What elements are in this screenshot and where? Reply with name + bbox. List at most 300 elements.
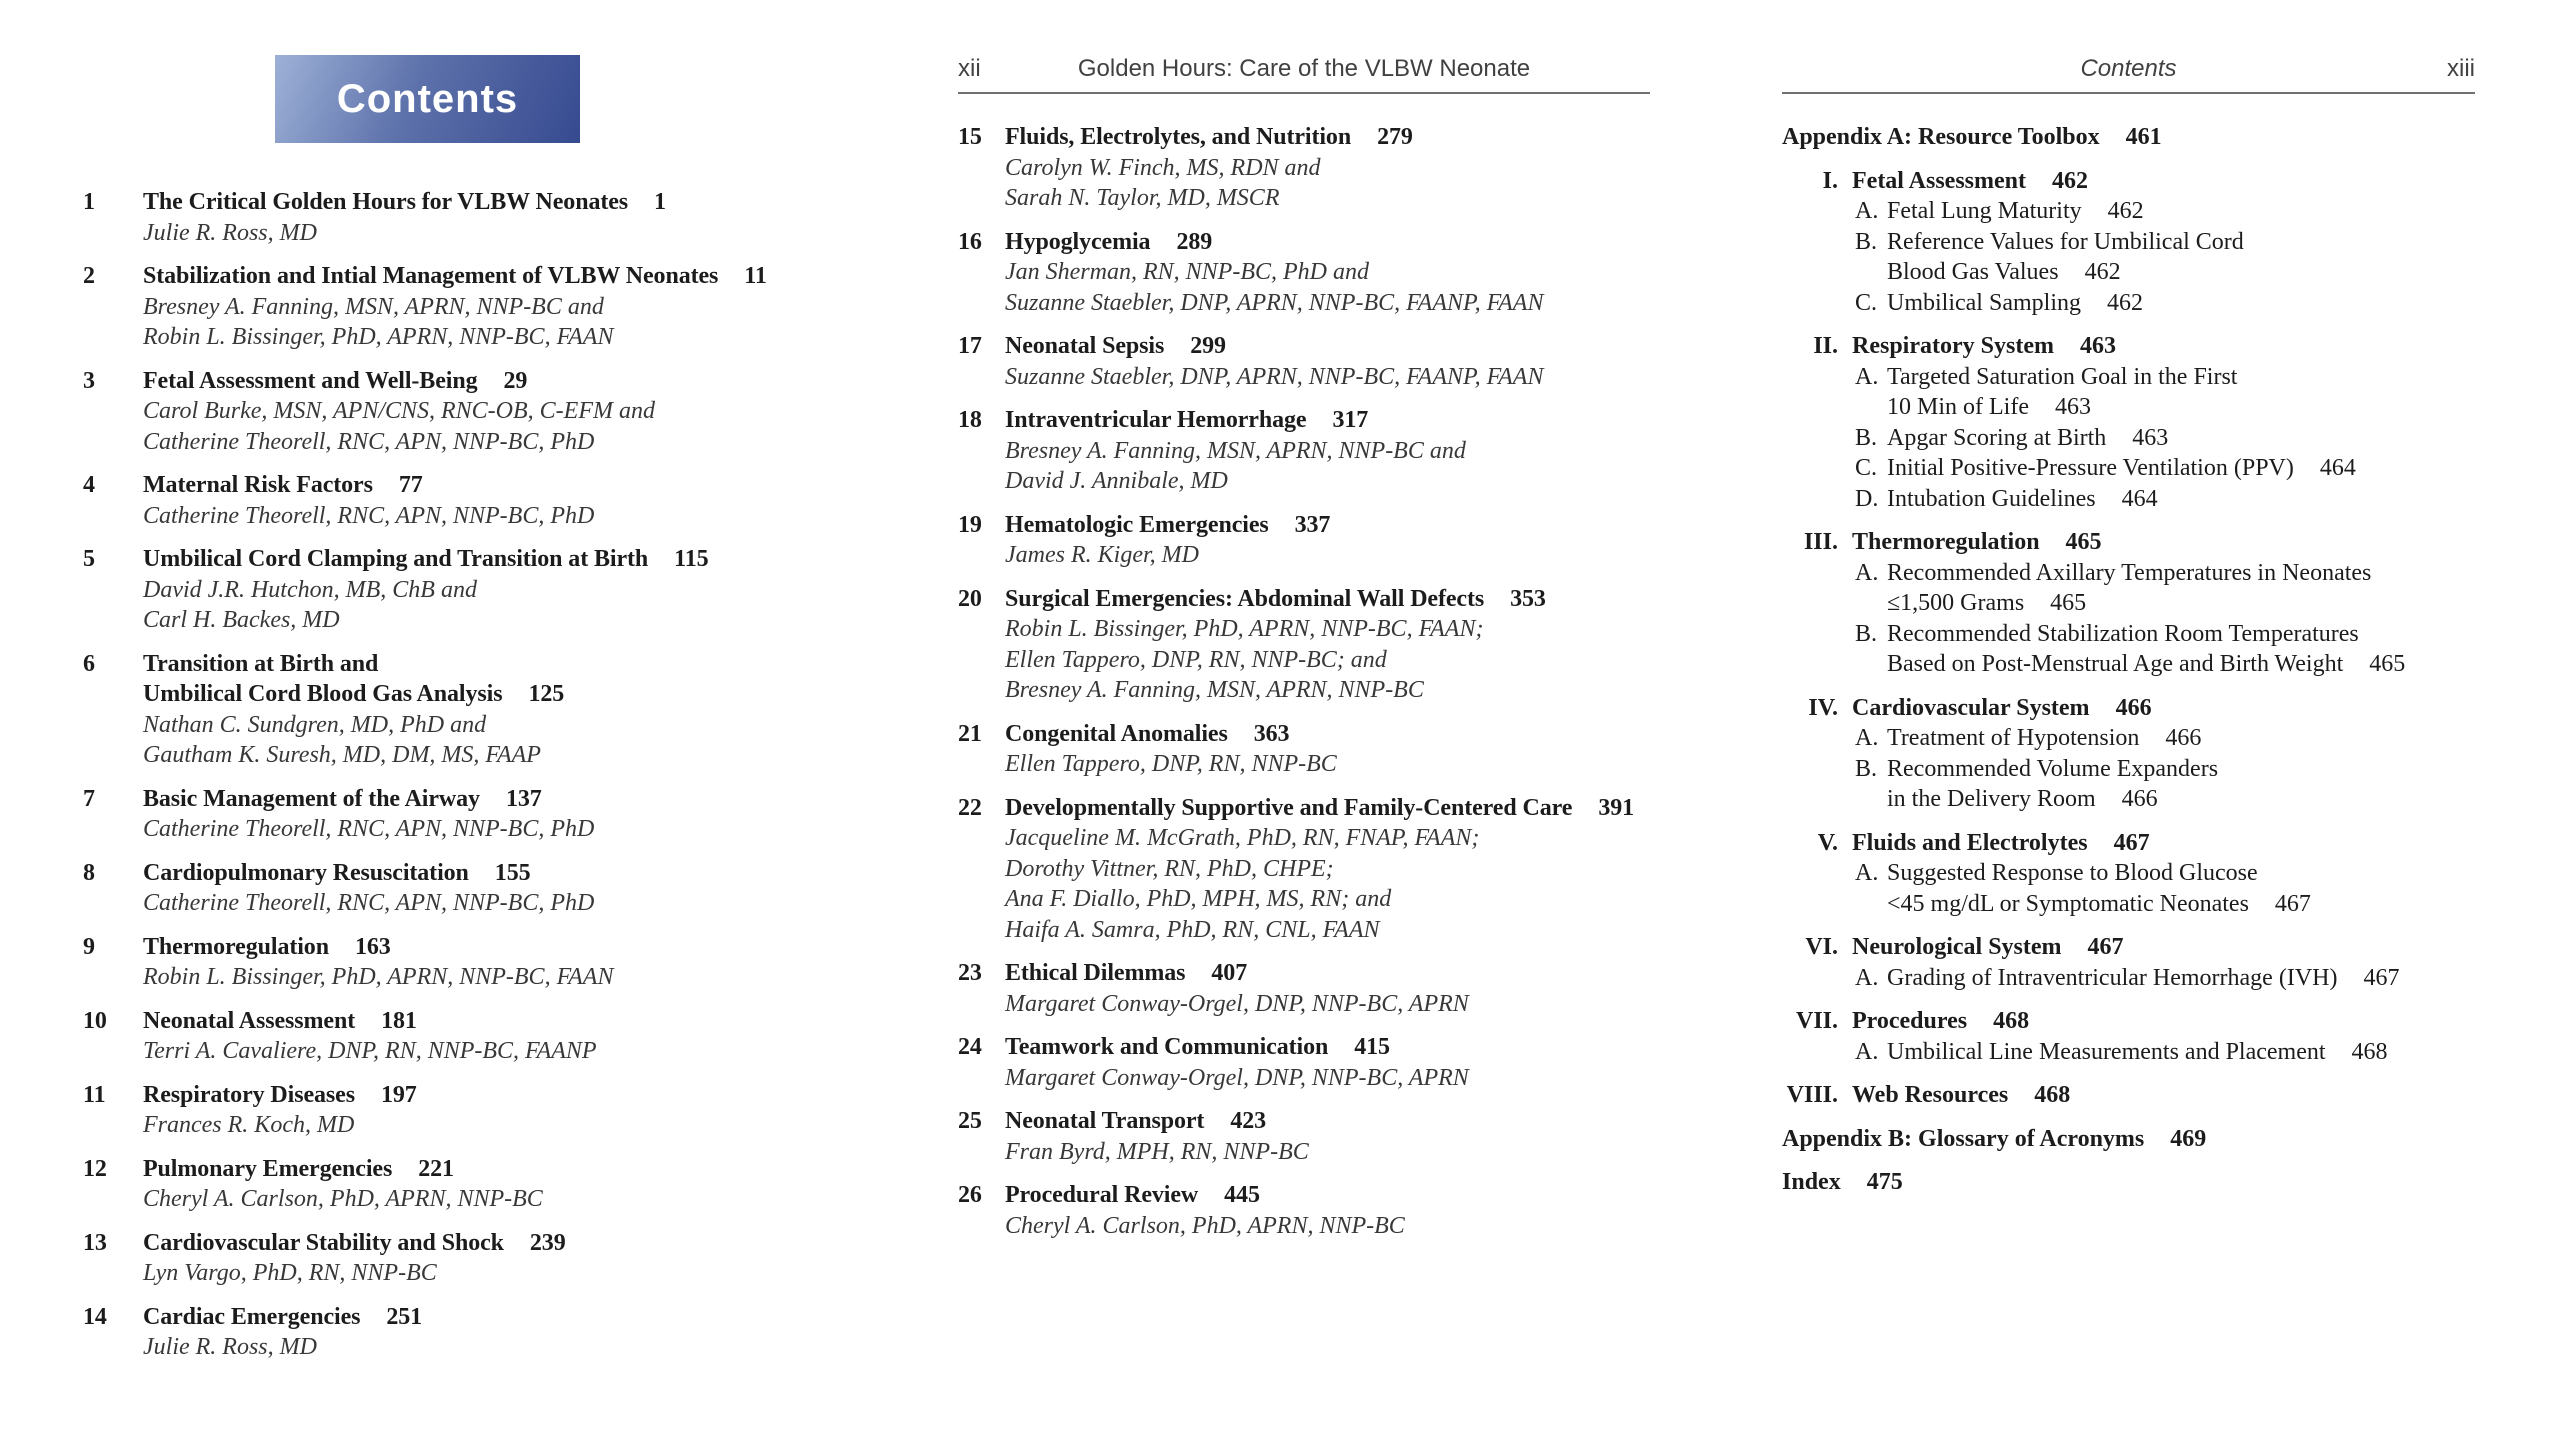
chapter-authors: Fran Byrd, MPH, RN, NNP-BC bbox=[1005, 1138, 1309, 1165]
chapter-authors: Catherine Theorell, RNC, APN, NNP-BC, PhD bbox=[143, 890, 595, 916]
toc-chapter-entry bbox=[958, 331, 1658, 392]
chapter-number: 14 bbox=[83, 1303, 107, 1330]
appendix-subitem bbox=[1782, 196, 2482, 227]
subitem-text bbox=[1887, 619, 2482, 680]
page-number: 466 bbox=[2121, 786, 2158, 812]
toc-chapter-entry bbox=[83, 1154, 813, 1215]
chapter-body bbox=[143, 261, 813, 353]
page-number: 337 bbox=[1294, 511, 1331, 538]
appendix-section bbox=[1782, 1080, 2482, 1111]
appendix-subitem bbox=[1782, 362, 2482, 423]
chapter-body bbox=[1005, 405, 1658, 497]
subitem-line: Initial Positive-Pressure Ventilation (PPV) 464 bbox=[1887, 455, 2356, 481]
toc-chapter-entry bbox=[958, 719, 1658, 780]
chapter-title: Transition at Birth and bbox=[143, 650, 379, 677]
appendix-subitem bbox=[1782, 453, 2482, 484]
page-number: 137 bbox=[505, 785, 542, 812]
subitem-text bbox=[1887, 453, 2482, 484]
page-number: 465 bbox=[2065, 529, 2102, 555]
page-number: 445 bbox=[1224, 1182, 1260, 1208]
appendix-subitem bbox=[1782, 754, 2482, 815]
subitem-line: Based on Post-Menstrual Age and Birth Weight 465 bbox=[1887, 651, 2406, 677]
chapter-authors: Gautham K. Suresh, MD, DM, MS, FAAP bbox=[143, 742, 541, 768]
appendix-a-title: Appendix A: Resource Toolbox bbox=[1782, 124, 2100, 150]
chapter-authors: Lyn Vargo, PhD, RN, NNP-BC bbox=[143, 1260, 437, 1286]
appendix-section-heading bbox=[1782, 1080, 2482, 1111]
subitem-line: Intubation Guidelines 464 bbox=[1887, 485, 2158, 512]
chapter-title: Neonatal Sepsis 299 bbox=[1005, 333, 1226, 359]
appendix-subitem bbox=[1782, 619, 2482, 680]
appendix-subitem bbox=[1782, 484, 2482, 515]
index-heading bbox=[1782, 1167, 2482, 1198]
chapter-number: 25 bbox=[958, 1108, 982, 1134]
chapter-number: 18 bbox=[958, 407, 982, 433]
page-number: 462 bbox=[2107, 198, 2144, 224]
appendix-a-sections bbox=[1782, 166, 2482, 1111]
chapter-title: Hematologic Emergencies 337 bbox=[1005, 511, 1331, 538]
section-numeral: II. bbox=[1813, 333, 1838, 359]
chapter-authors: Carolyn W. Finch, MS, RDN and bbox=[1005, 154, 1321, 181]
running-head-page-number: xiii bbox=[2447, 55, 2475, 82]
toc-chapter-entry bbox=[83, 1006, 813, 1067]
chapter-authors: Sarah N. Taylor, MD, MSCR bbox=[1005, 185, 1280, 211]
chapter-authors: James R. Kiger, MD bbox=[1005, 542, 1199, 568]
subitem-line: Recommended Volume Expanders bbox=[1887, 755, 2219, 782]
chapter-authors: Ellen Tappero, DNP, RN, NNP-BC; and bbox=[1005, 646, 1387, 673]
subitem-text bbox=[1887, 484, 2482, 515]
chapter-number: 12 bbox=[83, 1155, 107, 1182]
subitem-line: Targeted Saturation Goal in the First bbox=[1887, 363, 2238, 390]
subitem-text bbox=[1887, 196, 2482, 227]
page-number: 391 bbox=[1598, 794, 1635, 821]
chapter-body bbox=[1005, 227, 1658, 319]
section-numeral: I. bbox=[1822, 167, 1838, 194]
chapter-authors: Nathan C. Sundgren, MD, PhD and bbox=[143, 711, 487, 738]
page-number: 465 bbox=[2369, 651, 2406, 677]
chapter-authors: Robin L. Bissinger, PhD, APRN, NNP-BC, FAAN bbox=[143, 964, 614, 990]
page-number: 289 bbox=[1176, 228, 1213, 255]
chapter-title: Developmentally Supportive and Family-Centered Care 391 bbox=[1005, 794, 1635, 821]
appendix-b-heading bbox=[1782, 1124, 2482, 1155]
page-number: 467 bbox=[2363, 964, 2400, 991]
contents-banner-label: Contents bbox=[336, 76, 519, 121]
page-number: 407 bbox=[1211, 960, 1248, 986]
chapter-authors: Ellen Tappero, DNP, RN, NNP-BC bbox=[1005, 751, 1337, 777]
chapter-authors: Suzanne Staebler, DNP, APRN, NNP-BC, FAANP, FAAN bbox=[1005, 289, 1544, 316]
section-numeral: VII. bbox=[1795, 1008, 1838, 1034]
appendix-subitem bbox=[1782, 288, 2482, 319]
toc-chapter-entry bbox=[958, 122, 1658, 214]
page-number: 115 bbox=[674, 546, 709, 572]
subitem-text bbox=[1887, 858, 2482, 919]
page-number: 464 bbox=[2121, 485, 2158, 512]
chapter-authors: Jan Sherman, RN, NNP-BC, PhD and bbox=[1005, 259, 1369, 285]
section-title: Fluids and Electrolytes 467 bbox=[1852, 829, 2150, 856]
subitem-line: Apgar Scoring at Birth 463 bbox=[1887, 424, 2169, 451]
page-number: 461 bbox=[2125, 124, 2162, 150]
toc-chapter-entry bbox=[958, 793, 1658, 946]
page-number: 353 bbox=[1510, 585, 1546, 612]
chapter-authors: Dorothy Vittner, RN, PhD, CHPE; bbox=[1005, 855, 1334, 882]
section-title: Fetal Assessment 462 bbox=[1852, 167, 2088, 194]
chapter-title: Congenital Anomalies 363 bbox=[1005, 720, 1290, 747]
page-number: 464 bbox=[2319, 455, 2356, 481]
running-head-middle bbox=[958, 55, 1650, 94]
chapter-title: Respiratory Diseases 197 bbox=[143, 1081, 417, 1108]
page-number: 463 bbox=[2079, 333, 2116, 359]
chapter-title: Thermoregulation 163 bbox=[143, 933, 391, 960]
toc-chapter-entry bbox=[958, 405, 1658, 497]
page-number: 363 bbox=[1253, 720, 1290, 747]
appendix-subitem bbox=[1782, 1037, 2482, 1068]
chapter-body bbox=[143, 1080, 813, 1141]
chapter-number: 13 bbox=[83, 1229, 107, 1256]
toc-chapter-entry bbox=[83, 1302, 813, 1363]
chapter-number: 2 bbox=[83, 263, 95, 289]
toc-chapter-entry bbox=[83, 1080, 813, 1141]
appendix-section-heading bbox=[1782, 166, 2482, 197]
contents-banner bbox=[275, 55, 580, 143]
subitem-text bbox=[1887, 288, 2482, 319]
subitem-text bbox=[1887, 963, 2482, 994]
toc-chapter-entry bbox=[958, 227, 1658, 319]
subitem-letter: A. bbox=[1855, 1038, 1879, 1065]
page-number: 423 bbox=[1230, 1108, 1267, 1134]
backmatter-list bbox=[1782, 122, 2482, 1198]
page-number: 181 bbox=[381, 1007, 417, 1034]
appendix-section-heading bbox=[1782, 331, 2482, 362]
chapter-authors: Suzanne Staebler, DNP, APRN, NNP-BC, FAANP, FAAN bbox=[1005, 363, 1544, 390]
appendix-subitem bbox=[1782, 858, 2482, 919]
page-number: 468 bbox=[1993, 1008, 2030, 1034]
chapter-authors: Carl H. Backes, MD bbox=[143, 607, 340, 633]
index-title: Index bbox=[1782, 1169, 1841, 1195]
appendix-section bbox=[1782, 1006, 2482, 1067]
section-numeral: IV. bbox=[1808, 694, 1838, 721]
subitem-text bbox=[1887, 1037, 2482, 1068]
chapter-authors: Cheryl A. Carlson, PhD, APRN, NNP-BC bbox=[1005, 1212, 1405, 1239]
page-number: 299 bbox=[1190, 333, 1226, 359]
toc-chapter-entry bbox=[83, 1228, 813, 1289]
appendix-section-heading bbox=[1782, 693, 2482, 724]
running-head-title: Golden Hours: Care of the VLBW Neonate bbox=[1077, 55, 1531, 82]
page-number: 463 bbox=[2054, 394, 2091, 420]
subitem-text bbox=[1887, 423, 2482, 454]
subitem-letter: A. bbox=[1855, 363, 1879, 390]
chapter-title: Teamwork and Communication 415 bbox=[1005, 1034, 1390, 1060]
chapter-body bbox=[143, 544, 813, 636]
chapter-number: 4 bbox=[83, 472, 95, 498]
appendix-section bbox=[1782, 527, 2482, 680]
toc-chapter-entry bbox=[83, 932, 813, 993]
page-number: 467 bbox=[2087, 934, 2124, 960]
chapter-title: Cardiac Emergencies 251 bbox=[143, 1303, 423, 1330]
subitem-letter: B. bbox=[1855, 755, 1878, 782]
section-numeral: III. bbox=[1803, 529, 1838, 555]
chapter-body bbox=[143, 1302, 813, 1363]
chapter-authors: Catherine Theorell, RNC, APN, NNP-BC, PhD bbox=[143, 428, 595, 455]
chapter-authors: Catherine Theorell, RNC, APN, NNP-BC, PhD bbox=[143, 502, 595, 529]
subitem-line: in the Delivery Room 466 bbox=[1887, 786, 2158, 812]
page-number: 462 bbox=[2106, 289, 2143, 316]
subitem-letter: B. bbox=[1855, 424, 1878, 451]
chapter-body bbox=[1005, 331, 1658, 392]
toc-chapter-entry bbox=[958, 584, 1658, 706]
appendix-subitem bbox=[1782, 423, 2482, 454]
page-number: 77 bbox=[398, 472, 423, 498]
chapter-body bbox=[1005, 793, 1658, 946]
toc-chapter-entry bbox=[958, 1180, 1658, 1241]
appendix-section-heading bbox=[1782, 828, 2482, 859]
subitem-letter: B. bbox=[1855, 228, 1878, 255]
chapter-title: Surgical Emergencies: Abdominal Wall Defects 353 bbox=[1005, 585, 1546, 612]
toc-middle-column bbox=[958, 55, 1658, 1254]
subitem-letter: A. bbox=[1855, 198, 1879, 224]
page-number: 29 bbox=[503, 367, 528, 394]
chapter-body bbox=[143, 784, 813, 845]
chapter-number: 7 bbox=[83, 785, 95, 812]
chapter-title: Fetal Assessment and Well-Being 29 bbox=[143, 367, 528, 394]
toc-chapter-entry bbox=[958, 1032, 1658, 1093]
subitem-line: Blood Gas Values 462 bbox=[1887, 259, 2121, 285]
appendix-subitem bbox=[1782, 963, 2482, 994]
appendix-section bbox=[1782, 166, 2482, 319]
section-title: Procedures 468 bbox=[1852, 1008, 2030, 1034]
chapter-title: Fluids, Electrolytes, and Nutrition 279 bbox=[1005, 124, 1413, 150]
page-number: 467 bbox=[2274, 890, 2311, 917]
chapter-body bbox=[1005, 122, 1658, 214]
subitem-letter: A. bbox=[1855, 725, 1879, 751]
chapter-authors: Frances R. Koch, MD bbox=[143, 1112, 355, 1138]
chapter-body bbox=[143, 366, 813, 458]
chapter-title: Umbilical Cord Blood Gas Analysis 125 bbox=[143, 681, 565, 707]
chapter-body bbox=[1005, 719, 1658, 780]
section-title: Respiratory System 463 bbox=[1852, 333, 2116, 359]
chapter-body bbox=[143, 858, 813, 919]
section-title: Thermoregulation 465 bbox=[1852, 529, 2102, 555]
subitem-text bbox=[1887, 754, 2482, 815]
toc-chapter-entry bbox=[83, 366, 813, 458]
appendix-b-title: Appendix B: Glossary of Acronyms bbox=[1782, 1125, 2145, 1152]
page-number: 155 bbox=[494, 859, 531, 886]
chapter-number: 24 bbox=[958, 1034, 982, 1060]
chapter-number: 19 bbox=[958, 511, 982, 538]
appendix-section bbox=[1782, 693, 2482, 815]
chapter-number: 1 bbox=[83, 189, 95, 215]
subitem-text bbox=[1887, 362, 2482, 423]
chapter-authors: Cheryl A. Carlson, PhD, APRN, NNP-BC bbox=[143, 1186, 543, 1212]
appendix-section bbox=[1782, 331, 2482, 514]
chapter-title: The Critical Golden Hours for VLBW Neonates 1 bbox=[143, 189, 666, 215]
appendix-section bbox=[1782, 828, 2482, 920]
chapter-authors: Bresney A. Fanning, MSN, APRN, NNP-BC and bbox=[1005, 437, 1466, 464]
page-number: 468 bbox=[2351, 1038, 2388, 1065]
subitem-letter: D. bbox=[1855, 485, 1879, 512]
chapter-body bbox=[143, 649, 813, 771]
chapter-body bbox=[143, 932, 813, 993]
chapter-body bbox=[143, 1228, 813, 1289]
toc-right-column bbox=[1782, 55, 2482, 1211]
appendix-a-heading bbox=[1782, 122, 2482, 153]
page-number: 221 bbox=[418, 1155, 454, 1182]
subitem-letter: C. bbox=[1855, 455, 1878, 481]
chapter-authors: Julie R. Ross, MD bbox=[143, 219, 317, 246]
page-number: 11 bbox=[744, 263, 767, 289]
chapter-authors: Catherine Theorell, RNC, APN, NNP-BC, PhD bbox=[143, 816, 595, 842]
page-number: 465 bbox=[2050, 590, 2087, 616]
appendix-section-heading bbox=[1782, 527, 2482, 558]
appendix-subitem bbox=[1782, 227, 2482, 288]
chapter-number: 9 bbox=[83, 933, 95, 960]
chapter-number: 10 bbox=[83, 1007, 107, 1034]
page-number: 1 bbox=[654, 189, 666, 215]
toc-chapter-entry bbox=[83, 544, 813, 636]
subitem-line: Umbilical Sampling 462 bbox=[1887, 289, 2143, 316]
chapter-body bbox=[1005, 1106, 1658, 1167]
subitem-letter: B. bbox=[1855, 620, 1878, 647]
chapter-authors: Carol Burke, MSN, APN/CNS, RNC-OB, C-EFM and bbox=[143, 398, 655, 424]
toc-chapter-entry bbox=[83, 187, 813, 248]
chapter-number: 5 bbox=[83, 546, 95, 572]
chapter-title: Umbilical Cord Clamping and Transition at Birth 115 bbox=[143, 546, 709, 572]
subitem-line: Grading of Intraventricular Hemorrhage (IVH) 467 bbox=[1887, 964, 2400, 991]
page-number: 415 bbox=[1354, 1034, 1390, 1060]
page-number: 251 bbox=[386, 1303, 423, 1330]
chapter-title: Cardiovascular Stability and Shock 239 bbox=[143, 1229, 566, 1256]
subitem-line: Recommended Axillary Temperatures in Neonates bbox=[1887, 559, 2372, 586]
chapter-title: Stabilization and Intial Management of VLBW Neonates 11 bbox=[143, 263, 767, 289]
chapter-title: Neonatal Transport 423 bbox=[1005, 1108, 1267, 1134]
toc-chapter-entry bbox=[83, 858, 813, 919]
page-number: 467 bbox=[2113, 829, 2150, 856]
chapter-number: 11 bbox=[83, 1081, 106, 1108]
chapter-body bbox=[143, 1154, 813, 1215]
section-numeral: VIII. bbox=[1786, 1082, 1838, 1108]
toc-left-column bbox=[83, 55, 813, 1376]
chapter-title: Maternal Risk Factors 77 bbox=[143, 472, 423, 498]
chapter-authors: Robin L. Bissinger, PhD, APRN, NNP-BC, FAAN; bbox=[1005, 616, 1484, 642]
chapter-number: 16 bbox=[958, 228, 982, 255]
chapter-title: Pulmonary Emergencies 221 bbox=[143, 1155, 454, 1182]
subitem-line: Recommended Stabilization Room Temperatures bbox=[1887, 620, 2359, 647]
section-title: Cardiovascular System 466 bbox=[1852, 694, 2152, 721]
running-head-page-number: xii bbox=[958, 55, 981, 82]
page-number: 239 bbox=[529, 1229, 566, 1256]
chapter-body bbox=[1005, 1032, 1658, 1093]
chapter-authors: Haifa A. Samra, PhD, RN, CNL, FAAN bbox=[1005, 916, 1380, 943]
chapter-number: 20 bbox=[958, 585, 982, 612]
page-number: 468 bbox=[2034, 1082, 2071, 1108]
page-number: 475 bbox=[1866, 1169, 1903, 1195]
subitem-text bbox=[1887, 227, 2482, 288]
page-number: 462 bbox=[2051, 167, 2088, 194]
subitem-letter: A. bbox=[1855, 860, 1879, 886]
appendix-section-heading bbox=[1782, 1006, 2482, 1037]
chapter-number: 26 bbox=[958, 1182, 982, 1208]
chapter-authors: Margaret Conway-Orgel, DNP, NNP-BC, APRN bbox=[1005, 990, 1469, 1017]
section-title: Web Resources 468 bbox=[1852, 1082, 2071, 1108]
subitem-line: Treatment of Hypotension 466 bbox=[1887, 725, 2202, 751]
subitem-line: Umbilical Line Measurements and Placement 468 bbox=[1887, 1038, 2388, 1065]
chapter-list-left bbox=[83, 187, 813, 1363]
chapter-title: Intraventricular Hemorrhage 317 bbox=[1005, 407, 1369, 433]
chapter-body bbox=[143, 470, 813, 531]
chapter-title: Neonatal Assessment 181 bbox=[143, 1007, 417, 1034]
page-number: 469 bbox=[2170, 1125, 2207, 1152]
chapter-authors: Margaret Conway-Orgel, DNP, NNP-BC, APRN bbox=[1005, 1064, 1469, 1091]
page-number: 279 bbox=[1377, 124, 1413, 150]
running-head-title: Contents bbox=[2080, 55, 2177, 82]
page-number: 462 bbox=[2084, 259, 2121, 285]
subitem-letter: A. bbox=[1855, 964, 1879, 991]
toc-chapter-entry bbox=[958, 1106, 1658, 1167]
appendix-section-heading bbox=[1782, 932, 2482, 963]
section-numeral: V. bbox=[1817, 829, 1838, 856]
toc-chapter-entry bbox=[958, 958, 1658, 1019]
chapter-number: 23 bbox=[958, 960, 982, 986]
toc-chapter-entry bbox=[83, 261, 813, 353]
subitem-line: 10 Min of Life 463 bbox=[1887, 394, 2091, 420]
chapter-number: 6 bbox=[83, 650, 95, 677]
running-head-right bbox=[1782, 55, 2475, 94]
page-number: 466 bbox=[2165, 725, 2202, 751]
subitem-line: ≤1,500 Grams 465 bbox=[1887, 590, 2087, 616]
chapter-number: 17 bbox=[958, 333, 982, 359]
chapter-body bbox=[1005, 510, 1658, 571]
chapter-title: Procedural Review 445 bbox=[1005, 1182, 1260, 1208]
subitem-line: Reference Values for Umbilical Cord bbox=[1887, 228, 2244, 255]
page-number: 197 bbox=[380, 1081, 417, 1108]
toc-chapter-entry bbox=[83, 784, 813, 845]
subitem-letter: A. bbox=[1855, 559, 1879, 586]
chapter-authors: Julie R. Ross, MD bbox=[143, 1334, 317, 1360]
chapter-authors: Ana F. Diallo, PhD, MPH, MS, RN; and bbox=[1005, 886, 1392, 912]
chapter-number: 21 bbox=[958, 720, 982, 747]
appendix-subitem bbox=[1782, 558, 2482, 619]
subitem-line: <45 mg/dL or Symptomatic Neonates 467 bbox=[1887, 890, 2311, 917]
chapter-body bbox=[1005, 584, 1658, 706]
section-numeral: VI. bbox=[1805, 934, 1838, 960]
chapter-authors: David J. Annibale, MD bbox=[1005, 468, 1228, 494]
chapter-title: Basic Management of the Airway 137 bbox=[143, 785, 542, 812]
page-number: 163 bbox=[354, 933, 391, 960]
chapter-authors: Bresney A. Fanning, MSN, APRN, NNP-BC and bbox=[143, 293, 604, 320]
chapter-authors: David J.R. Hutchon, MB, ChB and bbox=[143, 576, 477, 603]
chapter-body bbox=[143, 187, 813, 248]
toc-chapter-entry bbox=[958, 510, 1658, 571]
chapter-authors: Terri A. Cavaliere, DNP, RN, NNP-BC, FAANP bbox=[143, 1038, 597, 1064]
chapter-title: Ethical Dilemmas 407 bbox=[1005, 960, 1248, 986]
toc-chapter-entry bbox=[83, 649, 813, 771]
subitem-line: Fetal Lung Maturity 462 bbox=[1887, 198, 2144, 224]
page-number: 466 bbox=[2115, 694, 2152, 721]
appendix-section bbox=[1782, 932, 2482, 993]
chapter-number: 15 bbox=[958, 124, 982, 150]
chapter-body bbox=[1005, 958, 1658, 1019]
chapter-authors: Bresney A. Fanning, MSN, APRN, NNP-BC bbox=[1005, 677, 1424, 703]
chapter-number: 3 bbox=[83, 367, 95, 394]
chapter-title: Hypoglycemia 289 bbox=[1005, 228, 1213, 255]
chapter-title: Cardiopulmonary Resuscitation 155 bbox=[143, 859, 531, 886]
section-title: Neurological System 467 bbox=[1852, 934, 2124, 960]
page-number: 317 bbox=[1332, 407, 1369, 433]
chapter-authors: Robin L. Bissinger, PhD, APRN, NNP-BC, FAAN bbox=[143, 324, 614, 350]
subitem-text bbox=[1887, 558, 2482, 619]
chapter-authors: Jacqueline M. McGrath, PhD, RN, FNAP, FAAN; bbox=[1005, 825, 1480, 851]
chapter-body bbox=[143, 1006, 813, 1067]
subitem-letter: C. bbox=[1855, 289, 1878, 316]
subitem-text bbox=[1887, 723, 2482, 754]
